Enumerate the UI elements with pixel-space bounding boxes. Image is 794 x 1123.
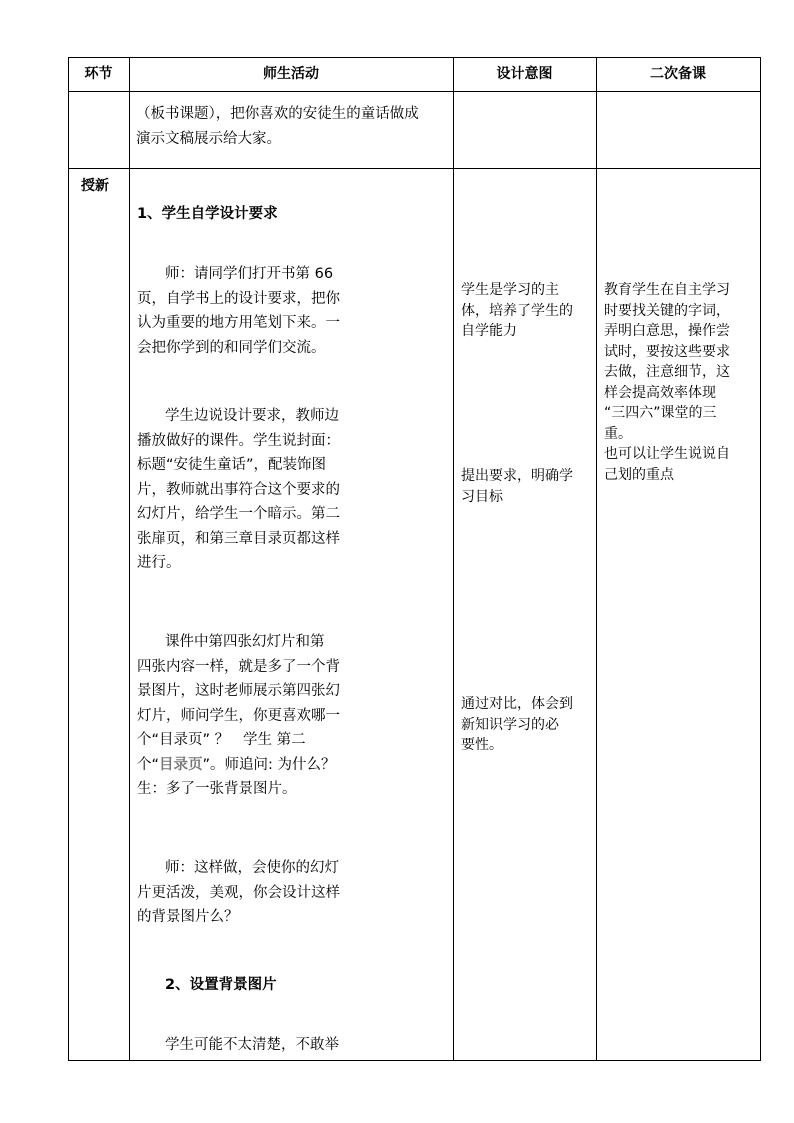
text-line: 时要找关键的字词， <box>604 302 730 319</box>
text-line: “三四六”课堂的三 <box>604 405 717 421</box>
text-line: 灯片，师问学生，你更喜欢哪一 <box>137 707 340 724</box>
activity-paragraph-3 <box>137 630 340 802</box>
text-line: 试时，要按这些要求 <box>604 343 730 360</box>
text-line: 演示文稿展示给大家。 <box>136 130 281 147</box>
table-border-left <box>68 57 69 1061</box>
teacher-notes <box>604 280 730 485</box>
text-line: 去做，注意细节，这 <box>604 364 730 380</box>
row1-activity-text <box>136 102 419 151</box>
text-span: ”。师追问: 为什么？ <box>202 756 336 773</box>
text-line: 学生边说设计要求，教师边 <box>165 408 339 424</box>
text-line: 的背景图片么？ <box>137 909 239 925</box>
text-line: 重。 <box>604 425 632 442</box>
text-line: 己划的重点 <box>604 466 674 483</box>
column-divider-1 <box>129 57 130 1061</box>
text-line: 四张内容一样，就是多了一个背 <box>137 658 340 675</box>
text-line: 生：多了一张背景图片。 <box>137 781 297 797</box>
text-span: 个“ <box>137 756 160 773</box>
text-line: 标题“安徒生童话”，配装饰图 <box>137 457 327 473</box>
text-line: 页，自学书上的设计要求，把你 <box>137 290 340 307</box>
activity-paragraph-1 <box>137 262 340 360</box>
table-border-bottom <box>68 1060 761 1061</box>
header-row-divider <box>68 91 761 92</box>
text-line: 课件中第四张幻灯片和第 <box>165 634 325 650</box>
text-line: 学生是学习的主 <box>461 282 559 298</box>
text-line: 进行。 <box>137 555 181 571</box>
header-activity: 师生活动 <box>263 66 319 82</box>
text-line: 要性。 <box>461 737 503 753</box>
text-line: 师：这样做，会使你的幻灯 <box>165 860 339 876</box>
column-divider-3 <box>596 57 597 1061</box>
text-line: 体，培养了学生的 <box>461 302 573 319</box>
highlighted-term: 目录页 <box>159 756 203 773</box>
text-line: 认为重要的地方用笔划下来。一 <box>137 315 340 331</box>
text-line: 张扉页，和第三章目录页都这样 <box>137 530 340 547</box>
intent-note-3 <box>461 694 573 756</box>
activity-paragraph-4 <box>137 856 340 930</box>
stage-label: 授新 <box>81 178 109 194</box>
text-line <box>137 753 340 778</box>
text-line: 自学能力 <box>461 323 517 339</box>
section-heading-1: 1、学生自学设计要求 <box>137 206 278 222</box>
table-border-right <box>760 57 761 1061</box>
column-divider-2 <box>453 57 454 1061</box>
header-intent: 设计意图 <box>496 66 553 82</box>
text-line: 提出要求，明确学 <box>461 468 573 484</box>
text-line: 新知识学习的必 <box>461 716 559 733</box>
intent-note-1 <box>461 280 573 342</box>
text-line: 师：请同学们打开书第 66 <box>165 266 334 282</box>
text-line: 也可以让学生说说自 <box>604 446 730 462</box>
text-line: 教育学生在自主学习 <box>604 282 730 298</box>
text-line: 景图片，这时老师展示第四张幻 <box>137 683 340 699</box>
row-divider <box>68 168 761 169</box>
text-line: 播放做好的课件。学生说封面： <box>137 432 340 449</box>
text-line: 弄明白意思，操作尝 <box>604 323 730 339</box>
text-line: 片，教师就出事符合这个要求的 <box>137 481 340 498</box>
text-line: 幻灯片，给学生一个暗示。第二 <box>137 506 340 522</box>
section-heading-2: 2、设置背景图片 <box>165 977 277 993</box>
text-line: 片更活泼，美观，你会设计这样 <box>137 884 340 901</box>
text-line: 样会提高效率体现 <box>604 384 716 401</box>
activity-paragraph-2 <box>137 404 340 576</box>
text-line: 习目标 <box>461 488 503 505</box>
header-stage: 环节 <box>84 66 113 82</box>
text-line: （板书课题），把你喜欢的安徒生的童话做成 <box>136 106 419 122</box>
activity-paragraph-5: 学生可能不太清楚，不敢举 <box>165 1037 339 1053</box>
text-line: 个“目录页” ？ 学生 第二 <box>137 732 306 748</box>
intent-note-2 <box>461 466 573 507</box>
text-line: 会把你学到的和同学们交流。 <box>137 339 326 356</box>
text-line: 通过对比，体会到 <box>461 696 573 712</box>
header-notes: 二次备课 <box>650 66 706 82</box>
